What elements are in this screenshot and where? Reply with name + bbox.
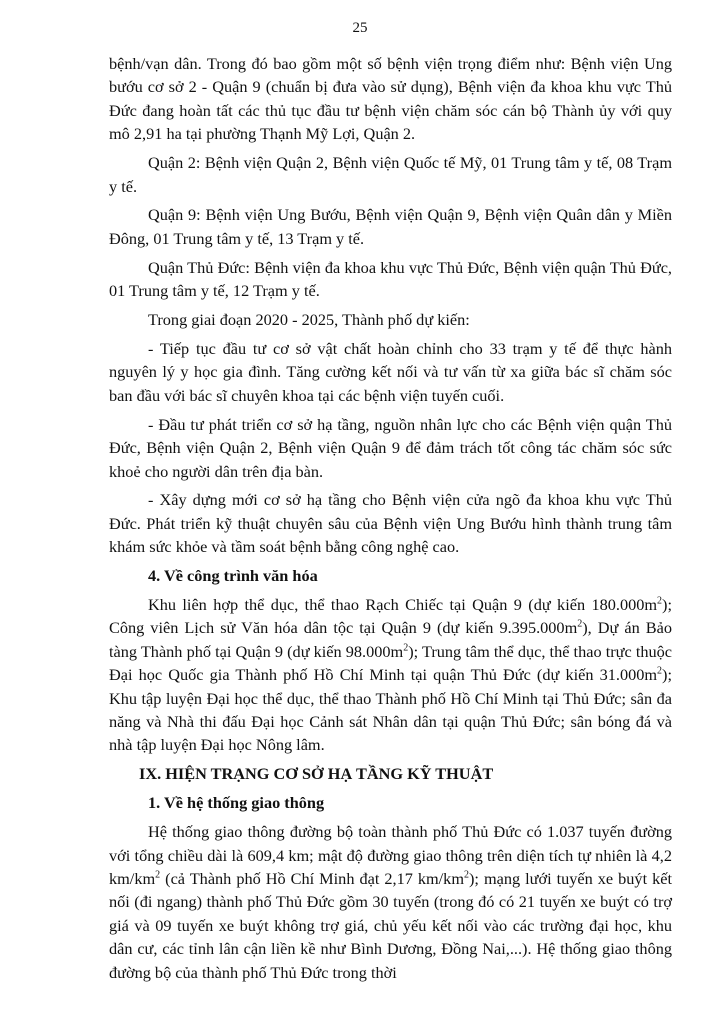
superscript: 2 (464, 869, 469, 881)
paragraph-plan-item-2: - Đầu tư phát triển cơ sở hạ tầng, nguồn nhân lực cho các Bệnh viện quận Thủ Đức, Bệnh viện Quận 2, Bệnh viện Quận 9 để đảm trách tốt công tác chăm sóc sức khoẻ cho người dân trên địa bàn. (109, 414, 672, 481)
heading-section-ix: IX. HIỆN TRẠNG CƠ SỞ HẠ TẦNG KỸ THUẬT (139, 764, 494, 784)
text-span: (cả Thành phố Hồ Chí Minh đạt 2,17 km/km (160, 869, 464, 888)
heading-transport-system: 1. Về hệ thống giao thông (148, 793, 325, 813)
superscript: 2 (577, 619, 583, 631)
superscript: 2 (657, 665, 663, 677)
heading-cultural-works: 4. Về công trình văn hóa (148, 566, 318, 586)
superscript: 2 (403, 642, 409, 654)
text-span: Hệ thống giao thông đường bộ toàn thành phố Thủ Đức có 1.037 tuyến đường với tổng chiều dài là 609,4 km; mật độ đường giao thông trên diện tích tự nhiên là 4,2 km/km (109, 822, 672, 888)
paragraph-plan-intro: Trong giai đoạn 2020 - 2025, Thành phố dự kiến: (148, 310, 470, 330)
superscript: 2 (657, 595, 663, 607)
text-span: ), Dự án Bảo tàng Thành phố tại Quận 9 (dự kiến 98.000m (109, 618, 672, 661)
paragraph-district-9: Quận 9: Bệnh viện Ung Bướu, Bệnh viện Quận 9, Bệnh viện Quân dân y Miền Đông, 01 Trung tâm y tế, 13 Trạm y tế. (109, 205, 672, 248)
paragraph-plan-item-3: - Xây dựng mới cơ sở hạ tầng cho Bệnh viện cửa ngõ đa khoa khu vực Thủ Đức. Phát triển kỹ thuật chuyên sâu của Bệnh viện Ung Bướu hình thành trung tâm khám sức khỏe và tầm soát bệnh bằng công nghệ cao. (109, 490, 672, 557)
document-body (109, 52, 672, 990)
paragraph-district-2: Quận 2: Bệnh viện Quận 2, Bệnh viện Quốc tế Mỹ, 01 Trung tâm y tế, 08 Trạm y tế. (109, 153, 672, 196)
paragraph-cultural-works (109, 593, 672, 757)
text-span: ); Trung tâm thể dục, thể thao trực thuộc Đại học Quốc gia Thành phố Hồ Chí Minh tại quận Thủ Đức (dự kiến 31.000m (109, 641, 672, 685)
paragraph-transport-system (109, 820, 672, 984)
text-span: ); mạng lưới tuyến xe buýt kết nối (đi ngang) thành phố Thủ Đức gồm 30 tuyến (trong đó có 21 tuyến xe buýt có trợ giá và 09 tuyến xe buýt không trợ giá, chủ yếu kết nối vào các trường đại học, khu dân cư, các tỉnh lân cận liền kề như Bình Dương, Đồng Nai,...). Hệ thống giao thông đường bộ của thành phố Thủ Đức trong thời (109, 869, 672, 982)
text-span: Khu liên hợp thể dục, thể thao Rạch Chiếc tại Quận 9 (dự kiến 180.000m (148, 595, 658, 615)
paragraph-plan-item-1: - Tiếp tục đầu tư cơ sở vật chất hoàn chỉnh cho 33 trạm y tế để thực hành nguyên lý y học gia đình. Tăng cường kết nối và tư vấn từ xa giữa bác sĩ chăm sóc ban đầu với bác sĩ chuyên khoa tại các bệnh viện tuyến cuối. (109, 338, 672, 405)
paragraph-thu-duc-district: Quận Thủ Đức: Bệnh viện đa khoa khu vực Thủ Đức, Bệnh viện quận Thủ Đức, 01 Trung tâm y tế, 12 Trạm y tế. (109, 257, 672, 301)
superscript: 2 (155, 869, 161, 881)
text-span: ); Công viên Lịch sử Văn hóa dân tộc tại Quận 9 (dự kiến 9.395.000m (109, 595, 672, 638)
page-number: 25 (352, 20, 368, 36)
text-span: ); Khu tập luyện Đại học thể dục, thể thao Thành phố Hồ Chí Minh tại Thủ Đức; sân đa năng và Nhà thi đấu Đại học Cảnh sát Nhân dân tại quận Thủ Đức; sân bóng đá và nhà tập luyện Đại học Nông lâm. (109, 665, 672, 755)
paragraph-hospitals-overview: bệnh/vạn dân. Trong đó bao gồm một số bệnh viện trọng điểm như: Bệnh viện Ung bướu cơ sở 2 - Quận 9 (chuẩn bị đưa vào sử dụng), Bệnh viện đa khoa khu vực Thủ Đức đang hoàn tất các thủ tục đầu tư bệnh viện chăm sóc cán bộ Thành ủy với quy mô 2,91 ha tại phường Thạnh Mỹ Lợi, Quận 2. (109, 54, 672, 144)
